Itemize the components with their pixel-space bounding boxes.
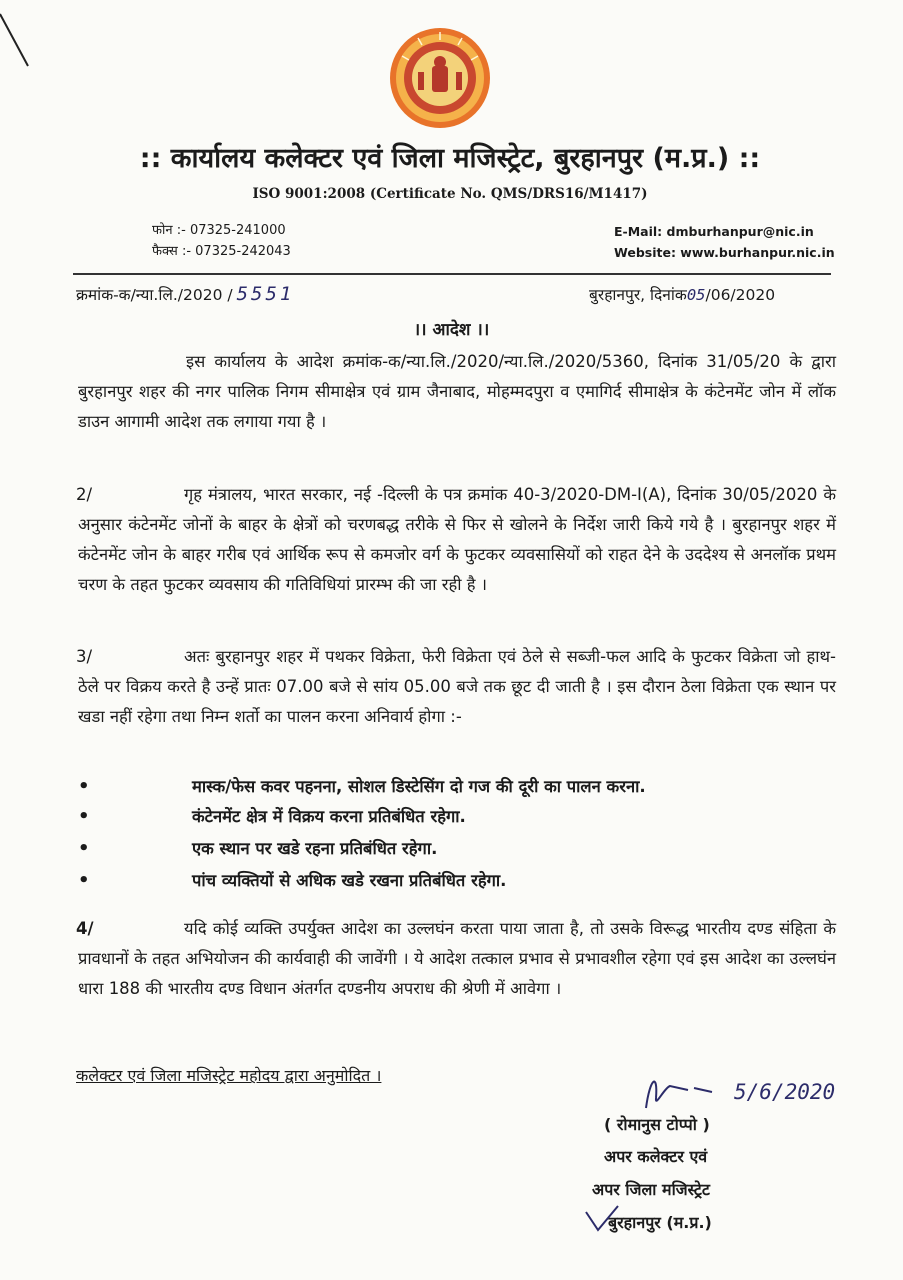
condition-item: • कंटेनमेंट क्षेत्र में विक्रय करना प्रतिबंधित रहेगा. <box>78 806 466 827</box>
initial-mark <box>584 1204 620 1234</box>
fax-number: फैक्स :- 07325-242043 <box>152 244 291 259</box>
reference-number <box>76 283 294 305</box>
paragraph-1 <box>78 347 836 437</box>
signatory-designation-1: अपर कलेक्टर एवं <box>604 1147 708 1166</box>
website-address: Website: www.burhanpur.nic.in <box>614 245 835 260</box>
approval-note: कलेक्टर एवं जिला मजिस्ट्रेट महोदय द्वारा अनुमोदित । <box>76 1066 382 1085</box>
signatory-name: ( रोमानुस टोप्पो ) <box>604 1115 710 1134</box>
contact-email-web <box>614 221 835 263</box>
mp-government-emblem <box>388 26 492 130</box>
paragraph-1-text: इस कार्यालय के आदेश क्रमांक-क/न्या.लि./2020/न्या.लि./2020/5360, दिनांक 31/05/20 के द्वारा बुरहानपुर शहर की नगर पालिक निगम सीमाक्षेत्र एवं ग्राम जैनाबाद, मोहम्मदपुरा व एमागिर्द सीमाक्षेत्र के कंटेनमेंट जोन में लॉक डाउन आगामी आदेश तक लगाया गया है । <box>78 352 836 431</box>
reference-prefix: क्रमांक-क/न्या.लि./2020 / <box>76 286 233 304</box>
paragraph-4-text: यदि कोई व्यक्ति उपर्युक्त आदेश का उल्लघंन करता पाया जाता है, तो उसके विरूद्ध भारतीय दण्ड संहिता के प्रावधानों के तहत अभियोजन की कार्यवाही की जावेंगी । ये आदेश तत्काल प्रभाव से प्रभावशील रहेगा एवं इस आदेश का उल्लघंन धारा 188 की भारतीय दण्ड विधान अंतर्गत दण्डनीय अपराध की श्रेणी में आवेगा । <box>78 919 836 998</box>
handwritten-order-number: 5551 <box>236 283 295 305</box>
signatory-place: बुरहानपुर (म.प्र.) <box>608 1213 712 1232</box>
condition-item: • एक स्थान पर खडे रहना प्रतिबंधित रहेगा. <box>78 838 438 859</box>
handwritten-signature-date: 5/6/2020 <box>734 1080 836 1104</box>
paragraph-3-text: अतः बुरहानपुर शहर में पथकर विक्रेता, फेरी विक्रेता एवं ठेले से सब्जी-फल आदि के फुटकर विक्रेता जो हाथ-ठेले पर विक्रय करते है उन्हें प्रातः 07.00 बजे से सांय 05.00 बजे तक छूट दी जाती है । इस दौरान ठेला विक्रेता एक स्थान पर खडा नहीं रहेगा तथा निम्न शर्तो का पालन करना अनिवार्य होगा :- <box>78 647 836 726</box>
iso-certification: ISO 9001:2008 (Certificate No. QMS/DRS16/M1417) <box>252 186 648 202</box>
contact-phone-fax <box>152 220 291 262</box>
signatory-designation-2: अपर जिला मजिस्ट्रेट <box>592 1180 710 1199</box>
handwritten-signature <box>640 1068 740 1118</box>
email-address: E-Mail: dmburhanpur@nic.in <box>614 224 814 239</box>
order-heading: ।। आदेश ।। <box>413 320 490 340</box>
paragraph-2-text: गृह मंत्रालय, भारत सरकार, नई -दिल्ली के पत्र क्रमांक 40-3/2020-DM-I(A), दिनांक 30/05/2020 के अनुसार कंटेनमेंट जोनों के बाहर के क्षेत्रों को चरणबद्ध तरीके से फिर से खोलने के निर्देश जारी किये गये है । बुरहानपुर शहर में कंटेनमेंट जोन के बाहर गरीब एवं आर्थिक रूप से कमजोर वर्ग के फुटकर व्यवसासियों को राहत देने के उददेश्य से अनलॉक प्रथम चरण के तहत फुटकर व्यवसाय की गतिविधियां प्रारम्भ की जा रही है । <box>78 485 836 594</box>
paragraph-3: 3/ अतः बुरहानपुर शहर में पथकर विक्रेता, फेरी विक्रेता एवं ठेले से सब्जी-फल आदि के फुटकर विक्रेता जो हाथ-ठेले पर विक्रय करते है उन्हें प्रातः 07.00 बजे से सांय 05.00 बजे तक छूट दी जाती है । इस दौरान ठेला विक्रेता एक स्थान पर खडा नहीं रहेगा तथा निम्न शर्तो का पालन करना अनिवार्य होगा :- <box>76 647 836 726</box>
place-and-date <box>589 283 775 305</box>
paragraph-2: 2/ गृह मंत्रालय, भारत सरकार, नई -दिल्ली के पत्र क्रमांक 40-3/2020-DM-I(A), दिनांक 30/05/2020 के अनुसार कंटेनमेंट जोनों के बाहर के क्षेत्रों को चरणबद्ध तरीके से फिर से खोलने के निर्देश जारी किये गये है । बुरहानपुर शहर में कंटेनमेंट जोन के बाहर गरीब एवं आर्थिक रूप से कमजोर वर्ग के फुटकर व्यवसासियों को राहत देने के उददेश्य से अनलॉक प्रथम चरण के तहत फुटकर व्यवसाय की गतिविधियां प्रारम्भ की जा रही है । <box>76 485 836 594</box>
handwritten-day: 05 <box>686 286 706 304</box>
paragraph-4: 4/ यदि कोई व्यक्ति उपर्युक्त आदेश का उल्लघंन करता पाया जाता है, तो उसके विरूद्ध भारतीय दण्ड संहिता के प्रावधानों के तहत अभियोजन की कार्यवाही की जावेंगी । ये आदेश तत्काल प्रभाव से प्रभावशील रहेगा एवं इस आदेश का उल्लघंन धारा 188 की भारतीय दण्ड विधान अंतर्गत दण्डनीय अपराध की श्रेणी में आवेगा । <box>76 919 836 998</box>
place-date-prefix: बुरहानपुर, दिनांक <box>589 286 687 304</box>
corner-pen-mark <box>0 0 60 80</box>
phone-number: फोन :- 07325-241000 <box>152 223 286 238</box>
header-divider <box>73 273 831 275</box>
date-month-year: /06/2020 <box>705 286 776 304</box>
condition-item: • मास्क/फेस कवर पहनना, सोशल डिस्टेसिंग दो गज की दूरी का पालन करना. <box>78 776 646 797</box>
office-title: :: कार्यालय कलेक्टर एवं जिला मजिस्ट्रेट, बुरहानपुर (म.प्र.) :: <box>139 143 761 174</box>
condition-item: • पांच व्यक्तियों से अधिक खडे रखना प्रतिबंधित रहेगा. <box>78 870 507 891</box>
